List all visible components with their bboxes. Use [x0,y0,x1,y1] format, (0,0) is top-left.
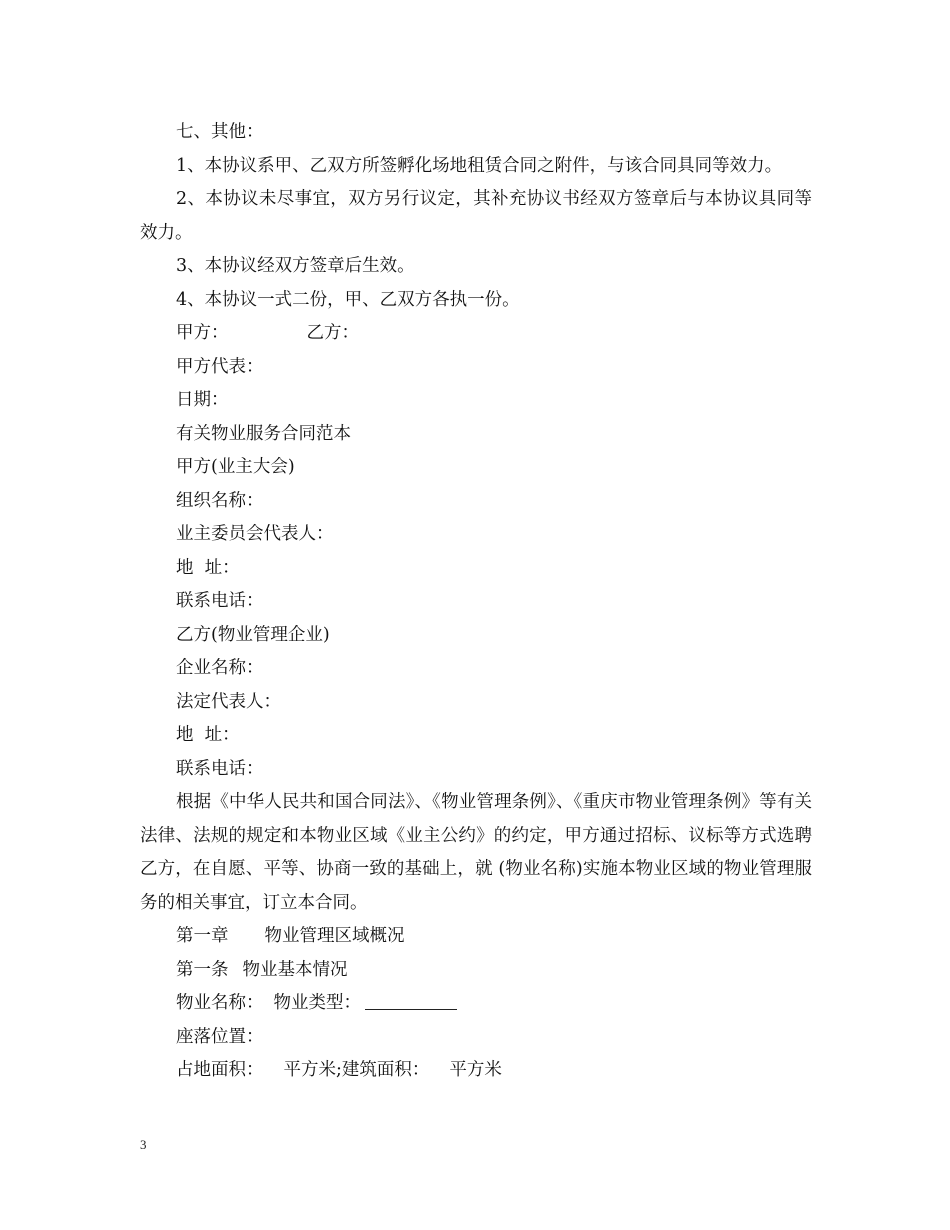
party-a-heading: 甲方(业主大会) [176,457,295,477]
article-1-title: 物业基本情况 [242,959,348,980]
party-a-address-label: 地 址： [176,557,240,578]
company-name-label: 企业名称： [176,658,264,678]
signature-parties-line [140,317,812,351]
organization-name-label: 组织名称： [176,490,264,511]
property-type-label: 物业类型： [273,993,361,1013]
party-b-address-label: 地 址： [176,725,240,745]
clause-1: 1、本协议系甲、乙双方所签孵化场地租赁合同之附件，与该合同具同等效力。 [176,155,783,176]
clause-4: 4、本协议一式二份，甲、乙双方各执一份。 [176,289,520,310]
location-label: 座落位置： [176,1026,264,1047]
property-name-type-line [140,987,812,1021]
chapter-1-heading [140,920,812,954]
contract-title: 有关物业服务合同范本 [176,423,351,444]
party-b-label: 乙方： [306,323,359,343]
party-a-representative: 甲方代表： [176,356,264,377]
article-1-heading [140,954,812,988]
property-type-blank [365,989,457,1010]
contract-preamble: 根据《中华人民共和国合同法》、《物业管理条例》、《重庆市物业管理条例》等有关法律、法规的规定和本物业区域《业主公约》的约定，甲方通过招标、议标等方式选聘乙方，在自愿、平等、协商一致的基础上，就 (物业名称)实施本物业区域的物业管理服务的相关事宜，订立本合同。 [140,792,812,913]
party-b-heading: 乙方(物业管理企业) [176,624,330,645]
legal-representative-label: 法定代表人： [176,691,281,712]
party-a-phone-label: 联系电话： [176,591,264,611]
clause-2: 2、本协议未尽事宜，双方另行议定，其补充协议书经双方签章后与本协议具同等效力。 [140,189,812,243]
document-body [140,116,812,1088]
party-b-phone-label: 联系电话： [176,758,264,779]
land-area-unit: 平方米;建筑面积： [283,1060,430,1080]
property-name-label: 物业名称： [176,993,264,1013]
land-area-label: 占地面积： [176,1060,264,1080]
chapter-1-label: 第一章 [176,926,229,946]
chapter-1-title: 物业管理区域概况 [264,926,405,946]
article-1-label: 第一条 [176,959,229,980]
clause-3: 3、本协议经双方签章后生效。 [176,256,415,276]
building-area-unit: 平方米 [449,1060,502,1080]
date-label: 日期： [176,390,229,410]
section-heading-other: 七、其他： [176,122,264,142]
owner-committee-rep-label: 业主委员会代表人： [176,524,334,544]
area-line [140,1054,812,1088]
party-a-label: 甲方： [176,323,229,343]
page-number: 3 [140,1137,147,1152]
